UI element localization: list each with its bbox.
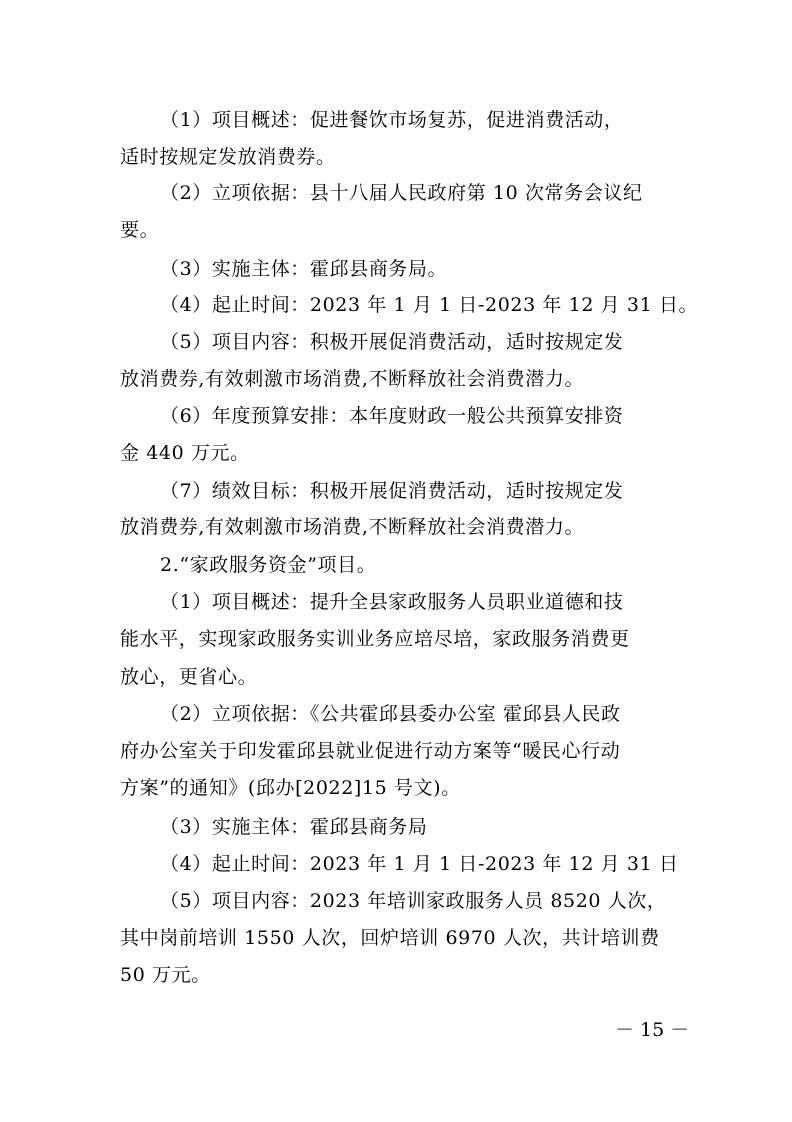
- text-line: （1）项目概述：提升全县家政服务人员职业道德和技: [160, 591, 624, 613]
- text-line: （3）实施主体：霍邱县商务局。: [160, 258, 448, 280]
- text-line: 能水平，实现家政服务实训业务应培尽培，家政服务消费更: [120, 628, 630, 650]
- text-line: （3）实施主体：霍邱县商务局: [160, 816, 428, 838]
- text-line: （5）项目内容：积极开展促消费活动，适时按规定发: [160, 331, 624, 353]
- text-line: 放消费券,有效刺激市场消费,不断释放社会消费潜力。: [120, 516, 585, 538]
- text-line: 其中岗前培训 1550 人次，回炉培训 6970 人次，共计培训费: [120, 927, 660, 949]
- text-line: 府办公室关于印发霍邱县就业促进行动方案等“暖民心行动: [120, 740, 621, 762]
- text-line: 适时按规定发放消费券。: [120, 146, 336, 168]
- text-line: （2）立项依据：《公共霍邱县委办公室 霍邱县人民政: [160, 703, 621, 725]
- text-line: 放心，更省心。: [120, 666, 258, 688]
- text-line: 要。: [120, 219, 160, 241]
- text-line: （7）绩效目标：积极开展促消费活动，适时按规定发: [160, 480, 624, 502]
- text-line: （5）项目内容：2023 年培训家政服务人员 8520 人次，: [160, 890, 667, 912]
- page-number: － 15 －: [615, 1019, 690, 1041]
- text-line: 金 440 万元。: [120, 442, 250, 464]
- text-line: （1）项目概述：促进餐饮市场复苏，促进消费活动，: [160, 109, 624, 131]
- section-heading: 2.“家政服务资金”项目。: [160, 554, 377, 576]
- text-line: 方案”的通知》(邱办[2022]15 号文)。: [120, 777, 461, 799]
- text-line: （6）年度预算安排：本年度财政一般公共预算安排资: [160, 405, 624, 427]
- text-line: （4）起止时间：2023 年 1 月 1 日-2023 年 12 月 31 日: [160, 853, 679, 875]
- text-line: （2）立项依据：县十八届人民政府第 10 次常务会议纪: [160, 182, 643, 204]
- text-line: 放消费券,有效刺激市场消费,不断释放社会消费潜力。: [120, 368, 585, 390]
- text-line: （4）起止时间：2023 年 1 月 1 日-2023 年 12 月 31 日。: [160, 294, 699, 316]
- text-line: 50 万元。: [120, 964, 211, 986]
